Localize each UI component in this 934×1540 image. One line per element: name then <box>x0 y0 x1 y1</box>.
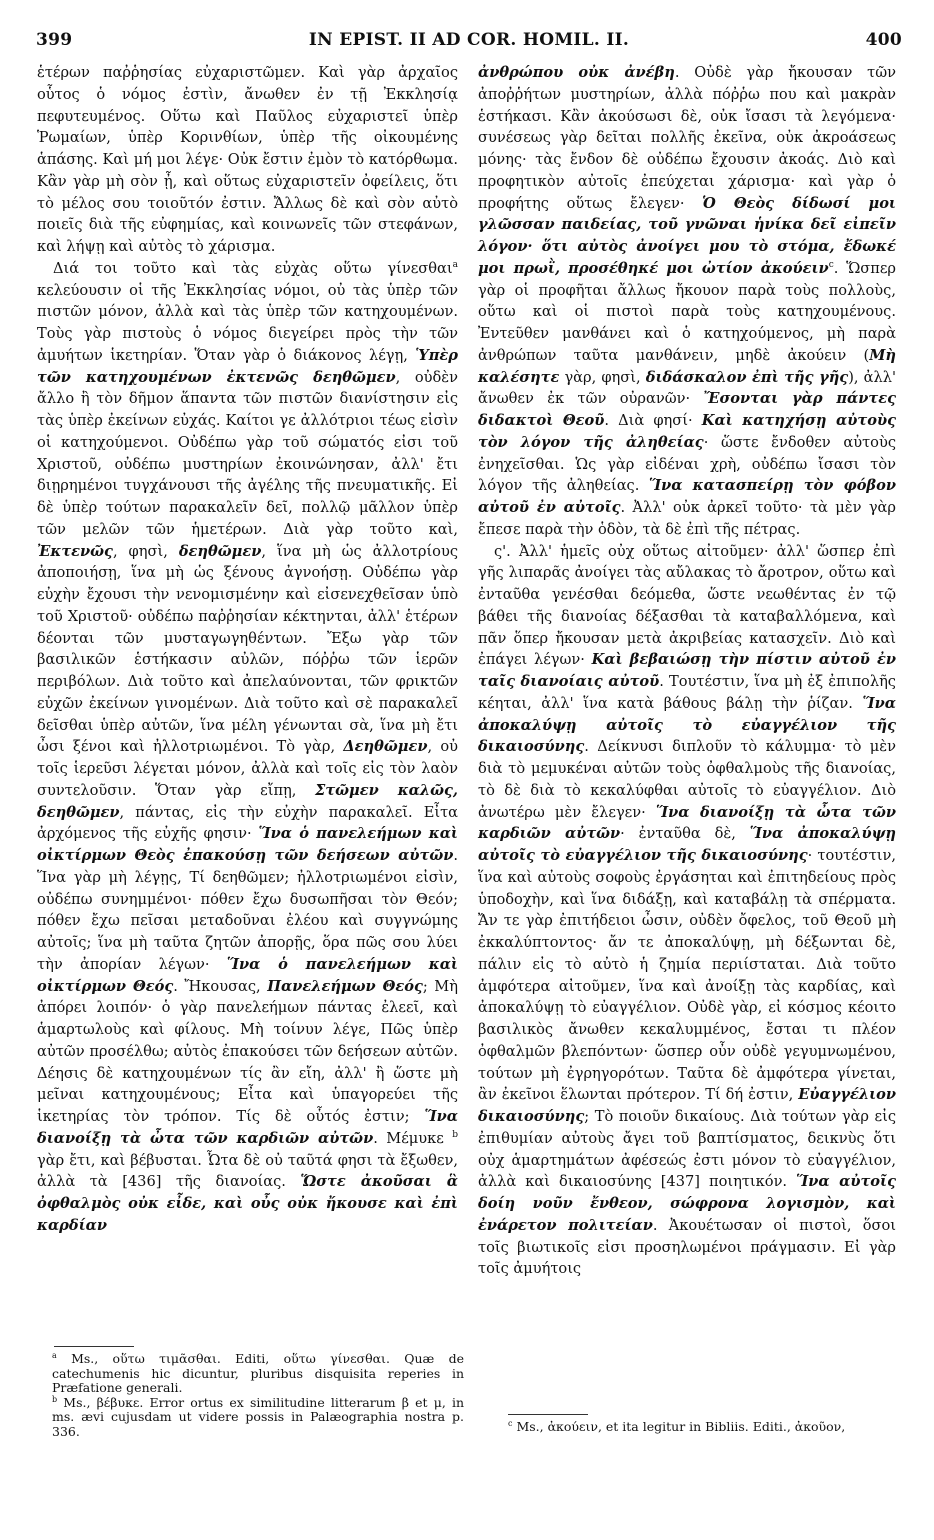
page-number-left: 399 <box>36 30 73 50</box>
text-run: , φησὶ, <box>112 542 179 560</box>
running-title: IN EPIST. II AD COR. HOMIL. II. <box>308 30 630 50</box>
scripture-quote: Ἵνα διανοίξῃ τὰ ὦτα τῶν καρδιῶν αὐτῶν <box>37 1108 458 1147</box>
scripture-quote: Ἵνα αὐτοῖς δοίη νοῦν ἔνθεον, σώφρονα λογισμὸν, καὶ ἐνάρετον πολιτείαν <box>478 1173 896 1234</box>
text-run: . Ἀκουέτωσαν οἱ πιστοὶ, ὅσοι τοῖς βιωτικοῖς εἰσι προσηλωμένοι πράγμασιν. Εἰ γὰρ τοῖς ἀμυήτοις <box>478 1216 896 1278</box>
text-run: , οὐ τοῖς ἱερεῦσι λέγεται μόνον, ἀλλὰ καὶ τοῖς εἰς τὸν λαὸν συντελοῦσιν. Ὅταν γὰρ εἴπῃ, <box>37 738 458 799</box>
scripture-quote: Πανελεήμων Θεός <box>267 977 423 995</box>
page-number-right: 400 <box>865 30 902 50</box>
footnote-rule-right <box>508 1414 588 1415</box>
scripture-quote: δεηθῶμεν <box>178 542 262 560</box>
text-run: ς'. Ἀλλ' ἡμεῖς οὐχ οὕτως αἰτοῦμεν· ἀλλ' ὥσπερ ἐπὶ γῆς λιπαρᾶς ἀνοίγει τὰς αὔλακας τὸ ἄροτρον, οὕτω καὶ ἐνταῦθα γενέσθαι δεόμεθα, ὥστε νεωθέντας ἐν τῷ βάθει τῆς διανοίας δέξασθαι τὰ καταβαλλόμενα, καὶ πᾶν ὅπερ ἤκουσαν μετὰ ἀκριβείας κατασχεῖν. Διὸ καὶ ἐπάγει λέγων· <box>478 542 896 669</box>
scripture-quote: Ἵνα διανοίξῃ τὰ ὦτα τῶν καρδιῶν αὐτῶν <box>478 803 896 843</box>
text-run: · ὥστε ἔνδοθεν αὐτοὺς ἐνηχεῖσθαι. Ὡς γὰρ εἰδέναι χρὴ, οὐδέπω ἴσασι τὸν λόγον τῆς ἀληθείας. <box>478 433 896 495</box>
paragraph <box>478 62 896 541</box>
footnote-text: Ms., οὕτω τιμᾶσθαι. Editi, οὕτω γίνεσθαι. Quæ de catechumenis hic dicuntur, pluribus disquisita reperies in Præfatione generali. <box>52 1351 464 1395</box>
scripture-quote: Ἐκτενῶς <box>37 542 113 560</box>
scripture-quote: Εὐαγγέλιον δικαιοσύνης <box>478 1086 896 1125</box>
footnote-text: Ms., βέβυκε. Error ortus ex similitudine litterarum β et μ, in ms. ævi cujusdam ut videre possis in Palæographia nostra p. 336. <box>52 1394 464 1439</box>
text-run: ; Τὸ ποιοῦν δικαίους. Διὰ τούτων γὰρ εἰς ἐπιθυμίαν αὐτοὺς ἄγει τοῦ βαπτίσματος, δεικνὺς ὅτι οὐχ ἁμαρτημάτων ἀφέσεώς ἐστι μόνον τὸ εὐαγγέλιον, ἀλλὰ καὶ δικαιοσύνης [437] ποιητικόν. <box>478 1108 896 1191</box>
scripture-quote: Δεηθῶμεν <box>343 738 428 756</box>
footnote-text: Ms., ἀκούειν, et ita legitur in Bibliis. Editi., ἀκοῦον, <box>512 1419 846 1434</box>
scripture-quote: Μὴ καλέσητε <box>478 346 896 386</box>
text-run: κελεύουσιν οἱ τῆς Ἐκκλησίας νόμοι, οὐ τὰς ὑπὲρ τῶν πιστῶν μόνον, ἀλλὰ καὶ τὰς ὑπὲρ τῶν κατηχουμένων. Τοὺς γὰρ πιστοὺς ὁ νόμος διεγείρει πρὸς τὴν τῶν ἀμυήτων ἱκετηρίαν. Ὅταν γὰρ ὁ διάκονος λέγῃ, <box>37 281 458 364</box>
scripture-quote: Ἵνα ὁ πανελεήμων καὶ οἰκτίρμων Θεὸς ἐπακούσῃ τῶν δεήσεων αὐτῶν <box>37 825 458 864</box>
paragraph <box>478 541 896 1281</box>
footnote <box>52 1352 464 1396</box>
footnotes-left <box>52 1352 464 1439</box>
footnote <box>508 1420 904 1435</box>
text-run: , πάντας, εἰς τὴν εὐχὴν παρακαλεῖ. Εἶτα ἀρχόμενος τῆς εὐχῆς φησιν· <box>37 803 458 843</box>
text-run: ἑτέρων παῤῥησίας εὐχαριστῶμεν. Καὶ γὰρ ἀρχαῖος οὗτος ὁ νόμος ἐστὶν, ἄνωθεν ἐν τῇ Ἐκκλησίᾳ πεφυτευμένος. Οὕτω καὶ Παῦλος εὐχαριστεῖ ὑπὲρ Ῥωμαίων, ὑπὲρ Κορινθίων, ὑπὲρ τῆς οἰκουμένης ἁπάσης. Καὶ μή μοι λέγε· Οὐκ ἔστιν ἐμὸν τὸ κατόρθωμα. Κἂν γὰρ μὴ σὸν ᾖ, καὶ οὕτως εὐχαριστεῖν ὀφείλεις, ὅτι τὸ μέλος σου τοιοῦτόν ἐστιν. Ἄλλως δὲ καὶ σὸν αὐτὸ ποιεῖς διὰ τῆς εὐφημίας, καὶ κοινωνεῖς τῶν στεφάνων, καὶ λήψῃ καὶ αὐτὸς τὸ χάρισμα. <box>37 64 458 255</box>
scripture-quote: Ἵνα κατασπείρῃ τὸν φόβον αὐτοῦ ἐν αὐτοῖς <box>478 477 896 516</box>
footnote-rule-left <box>54 1346 134 1347</box>
footnote-mark: c <box>508 1418 513 1428</box>
text-run: · τουτέστιν, ἵνα καὶ αὐτοὺς σοφοὺς ἐργάσηται καὶ ἐπιτηδείους πρὸς ὑποδοχὴν, καὶ ἵνα διδάξῃ, καὶ καταβάλῃ τὰ σπέρματα. Ἄν τε γὰρ ἐπιτήδειοι ὦσιν, οὐδὲν ὄφελος, τοῦ Θεοῦ μὴ ἐκκαλύπτοντος· ἄν τε ἀποκαλύψῃ, μὴ δέξωνται δὲ, πάλιν εἰς τὸ αὐτὸ ἡ ζημία περιίσταται. Διὰ τοῦτο ἀμφότερα αἰτοῦμεν, ἵνα καὶ ἀνοίξῃ τὰς καρδίας, καὶ ἀποκαλύψῃ τὸ εὐαγγέλιον. Οὐδὲ γὰρ, εἰ κόσμος κέοιτο βασιλικὸς ἄνωθεν κεκαλυμμένος, ἔσται τι πλέον ὀφθαλμῶν βλεπόντων· ὥσπερ οὖν οὐδὲ γεγυμνωμένου, τούτων μὴ ἐγρηγορότων. Ταῦτα δὲ ἀμφότερα γίνεται, ἂν ἐκεῖνοι ἕλωνται πρότερον. Τί δή ἐστιν, <box>478 847 896 1104</box>
paragraph <box>37 62 458 258</box>
left-column <box>37 62 458 1237</box>
scripture-quote: διδάσκαλον ἐπὶ τῆς γῆς <box>645 368 849 386</box>
text-run: . Ἤκουσας, <box>173 977 268 995</box>
footnote-mark: a <box>52 1350 57 1360</box>
scripture-quote: Ὥστε ἀκοῦσαι ἃ ὀφθαλμὸς οὐκ εἶδε, καὶ οὖς οὐκ ἤκουσε καὶ ἐπὶ καρδίαν <box>37 1173 458 1234</box>
text-run: , οὐδὲν ἄλλο ἢ τὸν δῆμον ἅπαντα τῶν πιστῶν διανίστησιν εἰς τὰς ὑπὲρ ἐκείνων εὐχάς. Καίτοι γε ἀλλότριοι τέως εἰσὶν οἱ κατηχούμενοι. Οὐδέπω γὰρ τοῦ σώματός εἰσι τοῦ Χριστοῦ, οὐδέπω μυστηρίων ἐκοινώνησαν, ἀλλ' ἔτι διῃρημένοι τυγχάνουσι τῆς ἀγέλης τῆς πνευματικῆς. Εἰ δὲ ὑπὲρ τούτων παρακαλεῖν δεῖ, πολλῷ μᾶλλον ὑπὲρ τῶν μελῶν τῶν ἡμετέρων. Διὰ γὰρ τοῦτο καὶ, <box>37 368 458 538</box>
text-run: γὰρ ἔτι, καὶ βέβυσται. Ὦτα δὲ οὐ ταῦτά φησι τὰ ἔξωθεν, ἀλλὰ τὰ [436] τῆς διανοίας. <box>37 1151 458 1191</box>
footnote-reference: b <box>452 1129 458 1140</box>
scripture-quote: Ἔσονται γὰρ πάντες διδακτοὶ Θεοῦ <box>478 390 896 429</box>
text-run: . Ἵνα γὰρ μὴ λέγῃς, Τί δεηθῶμεν; ἠλλοτριωμένοι εἰσὶν, οὐδέπω συνημμένοι· πόθεν ἔχω δυσωπῆσαι τὸν Θεόν; πόθεν ἔχω πεῖσαι μεταδοῦναι ἐλέου καὶ συγγνώμης αὐτοῖς; ἵνα μὴ ταῦτα ζητῶν ἀπορῇς, ὅρα πῶς σου λύει τὴν ἀπορίαν λέγων· <box>37 847 458 973</box>
text-run: . Μέμυκε <box>373 1129 453 1147</box>
scripture-quote: Ἵνα ἀποκαλύψῃ αὐτοῖς τὸ εὐαγγέλιον τῆς δικαιοσύνης <box>478 694 896 756</box>
text-run: . Δείκνυσι διπλοῦν τὸ κάλυμμα· τὸ μὲν διὰ τὸ μεμυκέναι αὐτῶν τοὺς ὀφθαλμοὺς τῆς διανοίας, τὸ δὲ διὰ τὸ κεκαλύφθαι αὐτοῖς τὸ εὐαγγέλιον. Διὸ ἀνωτέρω μὲν ἔλεγεν· <box>478 738 896 821</box>
scripture-quote: Ὑπὲρ τῶν κατηχουμένων ἐκτενῶς δεηθῶμεν <box>37 346 458 386</box>
scripture-quote: Ἵνα ὁ πανελεήμων καὶ οἰκτίρμων Θεός <box>37 955 458 995</box>
text-run: Διά τοι τοῦτο καὶ τὰς εὐχὰς οὕτω γίνεσθαι <box>53 259 453 277</box>
footnote-reference: a <box>452 259 458 270</box>
footnote-mark: b <box>52 1394 58 1404</box>
scripture-quote: ἀνθρώπου οὐκ ἀνέβη <box>478 64 675 81</box>
scripture-quote: Καὶ κατηχήσῃ αὐτοὺς τὸν λόγον τῆς ἀληθείας <box>478 412 896 451</box>
footnotes-right <box>508 1420 904 1435</box>
text-run: . Τουτέστιν, ἵνα μὴ ἐξ ἐπιπολῆς κέηται, ἀλλ' ἵνα κατὰ βάθους βάλῃ τὴν ῥίζαν. <box>478 673 896 712</box>
text-run: · ἐνταῦθα δὲ, <box>620 825 750 843</box>
text-run: . Ἀλλ' οὐκ ἀρκεῖ τοῦτο· τὰ μὲν γὰρ ἔπεσε παρὰ τὴν ὁδὸν, τὰ δὲ ἐπὶ τῆς πέτρας. <box>478 499 896 538</box>
footnote-reference: c <box>828 259 834 270</box>
text-run: ), ἀλλ' ἄνωθεν ἐκ τῶν οὐρανῶν· <box>478 368 897 408</box>
scripture-quote: Καὶ βεβαιώσῃ τὴν πίστιν αὐτοῦ ἐν ταῖς διανοίαις αὐτοῦ <box>478 651 896 690</box>
footnote <box>52 1396 464 1440</box>
scripture-quote: Στῶμεν καλῶς, δεηθῶμεν <box>37 781 459 821</box>
text-run: . Διὰ φησί· <box>604 412 702 429</box>
scripture-quote: Ἵνα ἀποκαλύψῃ αὐτοῖς τὸ εὐαγγέλιον τῆς δικαιοσύνης <box>478 825 896 864</box>
running-head <box>36 30 902 56</box>
text-run: . Ὥσπερ γὰρ οἱ προφῆται ἄλλως ἤκουον παρὰ τοὺς πολλοὺς, οὕτω καὶ οἱ πιστοὶ παρὰ τοὺς κατηχουμένους. Ἐντεῦθεν μανθάνει καὶ ὁ κατηχούμενος, μὴ παρὰ ἀνθρώπων ταῦτα μανθάνειν, μηδὲ ἀκούειν ( <box>478 259 896 364</box>
right-column <box>478 62 896 1280</box>
text-run: , ἵνα μὴ ὡς ἀλλοτρίους ἀποποιήσῃ, ἵνα μὴ ὡς ξένους ἀγνοήσῃ. Οὐδέπω γὰρ εὐχὴν ἔχουσι τὴν νενομισμένην καὶ εἰσενεχθεῖσαν ὑπὸ τοῦ Χριστοῦ· οὐδέπω παῤῥησίαν κέκτηνται, ἀλλ' ἑτέρων δέονται τῶν μυσταγωγηθέντων. Ἔξω γὰρ τῶν βασιλικῶν ἑστήκασιν αὐλῶν, πόῤῥω τῶν ἱερῶν περιβόλων. Διὰ τοῦτο καὶ ἀπελαύνονται, τῶν φρικτῶν εὐχῶν ἐκείνων γινομένων. Διὰ τοῦτο καὶ σὲ παρακαλεῖ δεῖσθαι ὑπὲρ αὐτῶν, ἵνα μέλη γένωνται σὰ, ἵνα μὴ ἔτι ὦσι ξένοι καὶ ἠλλοτριωμένοι. Τὸ γὰρ, <box>37 542 459 756</box>
text-run: ; Μὴ ἀπόρει λοιπόν· ὁ γὰρ πανελεήμων πάντας ἐλεεῖ, καὶ ἁμαρτωλοὺς καὶ φίλους. Μὴ τοίνυν λέγε, Πῶς ὑπὲρ αὐτῶν προσέλθω; αὐτὸς ἐπακούσει τῶν δεήσεων αὐτῶν. Δέησις δὲ κατηχουμένων τίς ἂν εἴη, ἀλλ' ἢ ὥστε μὴ μεῖναι κατηχουμένους; Εἶτα καὶ ὑπαγορεύει τῆς ἱκετηρίας τὸν τρόπον. Τίς δὲ οὗτός ἐστιν; <box>37 977 458 1125</box>
text-run: γὰρ, φησὶ, <box>559 368 646 386</box>
paragraph <box>37 258 458 1237</box>
text-run: . Οὐδὲ γὰρ ἤκουσαν τῶν ἀποῤῥήτων μυστηρίων, ἀλλὰ πόῤῥω που καὶ μακρὰν ἑστήκασι. Κἂν ἀκούσωσι δὲ, οὐκ ἴσασι τὰ λεγόμενα· συνέσεως γὰρ δεῖται πολλῆς ἐκεῖνα, οὐκ ἀκροάσεως μόνης· τὰς ἔνδον δὲ οὐδέπω ἔχουσιν ἀκοάς. Διὸ καὶ προφητικὸν αὐτοῖς ἐπεύχεται χάρισμα· καὶ γὰρ ὁ προφήτης οὕτως ἔλεγεν· <box>478 64 896 212</box>
scripture-quote: Ὁ Θεὸς δίδωσί μοι γλῶσσαν παιδείας, τοῦ γνῶναι ἡνίκα δεῖ εἰπεῖν λόγον· ὅτι αὐτὸς ἀνοίγει μου τὸ στόμα, ἔδωκέ μοι πρωῒ, προσέθηκέ μοι ὠτίον ἀκούειν <box>478 194 896 277</box>
